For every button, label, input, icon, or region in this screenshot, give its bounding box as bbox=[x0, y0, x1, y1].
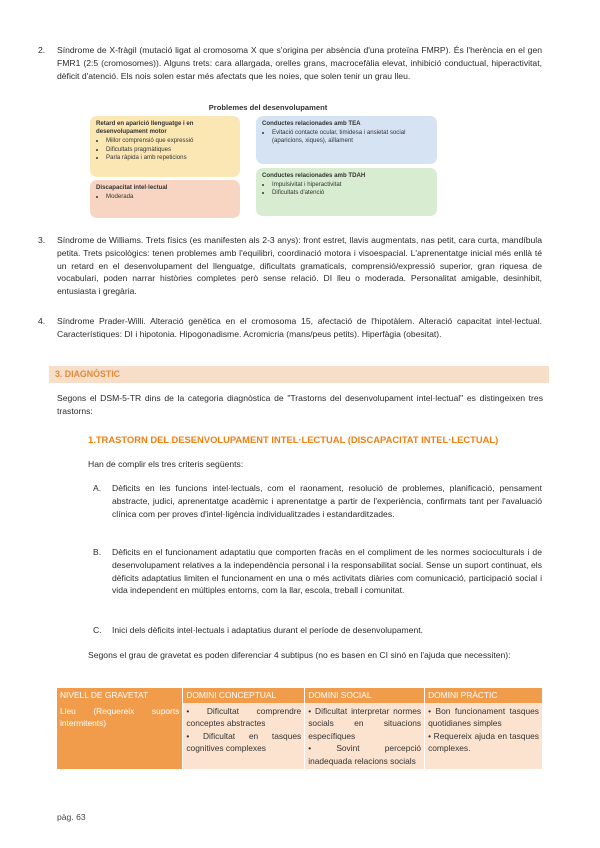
diagram-bullet: • Dificultats d'atenció bbox=[272, 189, 431, 197]
table-row bbox=[57, 703, 543, 769]
list-item-text: Síndrome de Williams. Trets físics (es manifesten als 2-3 anys): front estret, llavis augmentats, nas petit, cara curta, mandíbula petita. Trets psicològics: tenen problemes amb l'equilibri, coordinació motora i visoespacial. L'aprenentatge inicial més enllà té un retard en el desenvolupament del llenguatge, dificultats gramaticals, comprensió/expressió superior, gran riquesa de vocabulari, poden narrar històries completes però sense relació. DI lleu o moderada. Personalitat amigable, desinhibit, entusiasta i gregària. bbox=[57, 235, 542, 297]
cell-social: • Dificultat interpretar normes socials en situacions específiques • Sovint percepció inadequada relacions socials bbox=[305, 703, 425, 769]
cell-level: Lleu (Requereix suports intermitents) bbox=[57, 703, 183, 769]
section-title-diagnosis: 3. DIAGNÒSTIC bbox=[49, 366, 549, 383]
table-header-row bbox=[57, 688, 543, 703]
list-item-number: 2. bbox=[38, 45, 46, 55]
page-number: pàg. 63 bbox=[57, 812, 86, 822]
diagram-box-title: Conductes relacionades amb TDAH bbox=[262, 172, 366, 179]
diagram-bullet: • Dificultats pragmàtiques bbox=[106, 146, 234, 154]
header-practical-domain: DOMINI PRÀCTIC bbox=[425, 688, 543, 703]
cell-conceptual: • Dificultat comprendre conceptes abstractes • Dificultat en tasques cognitives complexes bbox=[183, 703, 305, 769]
criterion-text: Dèficits en el funcionament adaptatiu que comporten fracàs en el compliment de les normes socioculturals i de desenvolupament relatives a la independència personal i la responsabilitat social. Sense un suport continuat, els dèficits adaptatius limiten el funcionament en una o més activitats diàries com comunicació, participació social i vida independent en múltiples entorns, com la llar, escola, treball i comunitat. bbox=[112, 547, 542, 596]
criterion-text: Dèficits en les funcions intel·lectuals, com el raonament, resolució de problemes, planificació, pensament abstracte, judici, aprenentatge acadèmic i aprenentatge a partir de l'experiència, confirmats tant per l'avaluació clínica com per proves d'intel·ligència individualitzades i estandarditzades. bbox=[112, 483, 542, 519]
header-conceptual-domain: DOMINI CONCEPTUAL bbox=[183, 688, 305, 703]
criteria-intro: Han de complir els tres criteris següents: bbox=[88, 459, 244, 469]
criterion-b bbox=[93, 546, 542, 597]
section-intro: Segons el DSM-5-TR dins de la categoria diagnòstica de "Trastorns del desenvolupament intel·lectual" es distingeixen tres trastorns: bbox=[57, 393, 543, 416]
diagram-box-language-delay bbox=[90, 116, 240, 177]
criterion-letter: A. bbox=[93, 483, 102, 493]
list-item-number: 3. bbox=[38, 235, 46, 245]
diagram-box-tea bbox=[256, 116, 437, 164]
severity-intro: Segons el grau de gravetat es poden diferenciar 4 subtipus (no es basen en CI sinó en l'ajuda que necessiten): bbox=[88, 650, 511, 660]
diagram-bullet: • Moderada bbox=[106, 193, 234, 201]
header-social-domain: DOMINI SOCIAL bbox=[305, 688, 425, 703]
list-item-x-fragile bbox=[38, 44, 542, 82]
diagram-bullet: • Millor comprensió que expressió bbox=[106, 137, 234, 145]
diagram-bullet: • Impulsivitat i hiperactivitat bbox=[272, 181, 431, 189]
diagram-box-title: Conductes relacionades amb TEA bbox=[262, 120, 361, 127]
criterion-letter: C. bbox=[93, 625, 102, 635]
severity-table bbox=[57, 688, 543, 769]
list-item-text: Síndrome de X-fràgil (mutació ligat al cromosoma X que s'origina per absència d'una proteïna FMRP). És l'herència en el gen FMR1 (2:5 (cromosomes)). Alguns trets: cara allargada, orelles grans, macrocefàlia elevat, inhibició conductual, hiperactivitat, dèficit d'atenció. Els nois solen estar més afectats que les noies, que solen tenir un grau lleu. bbox=[57, 45, 542, 81]
header-severity-level: NIVELL DE GRAVETAT bbox=[57, 688, 183, 703]
list-item-number: 4. bbox=[38, 316, 46, 326]
diagram-box-title: Retard en aparició llenguatge i en desenvolupament motor bbox=[96, 120, 194, 136]
criterion-text: Inici dels dèficits intel·lectuals i adaptatius durant el període de desenvolupament. bbox=[112, 625, 423, 635]
diagram-box-title: Discapacitat intel·lectual bbox=[96, 184, 168, 191]
subsection-heading: 1.TRASTORN DEL DESENVOLUPAMENT INTEL·LECTUAL (DISCAPACITAT INTEL·LECTUAL) bbox=[88, 434, 499, 445]
criterion-a bbox=[93, 482, 542, 520]
list-item-williams bbox=[38, 234, 542, 298]
diagram-bullet: • Evitació contacte ocular, timidesa i ansietat social (aparicions, xiques), aïllament bbox=[272, 129, 431, 145]
cell-practical: • Bon funcionament tasques quotidianes simples • Requereix ajuda en tasques complexes. bbox=[425, 703, 543, 769]
diagram-bullet: • Parla ràpida i amb repeticions bbox=[106, 154, 234, 162]
list-item-prader-willi bbox=[38, 315, 542, 341]
diagram-box-tdah bbox=[256, 168, 437, 216]
list-item-text: Síndrome Prader-Willi. Alteració genètica en el cromosoma 15, afectació de l'hipotàlem. Alteració capacitat intel·lectual. Característiques: DI i hipotonia. Hipogonadisme. Acromicria (mans/peus petits). Hiperfàgia (obesitat). bbox=[57, 316, 542, 339]
development-problems-diagram bbox=[88, 103, 448, 221]
diagram-title: Problemes del desenvolupament bbox=[208, 103, 328, 112]
diagram-box-intellectual-disability bbox=[90, 180, 240, 218]
criterion-letter: B. bbox=[93, 547, 102, 557]
criterion-c bbox=[93, 624, 542, 637]
